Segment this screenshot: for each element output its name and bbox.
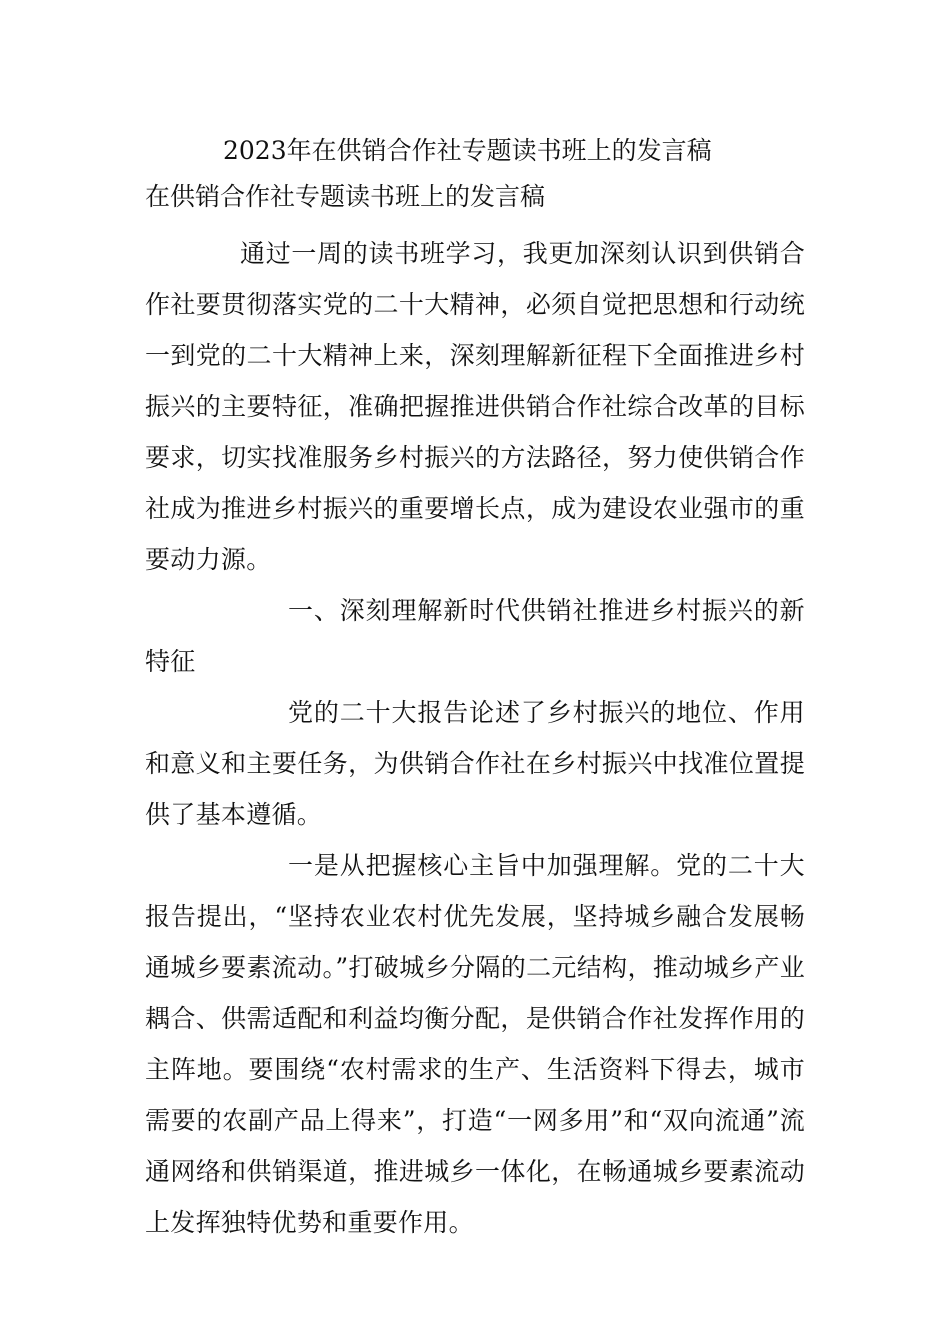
document-title: 2023年在供销合作社专题读书班上的发言稿: [223, 136, 712, 165]
document-subtitle: 在供销合作社专题读书班上的发言稿: [145, 182, 546, 211]
document-body: [145, 128, 805, 1248]
section-heading-1: 一、深刻理解新时代供销社推进乡村振兴的新特征: [145, 596, 805, 676]
paragraph-point-1: 一是从把握核心主旨中加强理解。党的二十大报告提出，“坚持农业农村优先发展，坚持城乡融合发展畅通城乡要素流动。”打破城乡分隔的二元结构，推动城乡产业耦合、供需适配和利益均衡分配，是供销合作社发挥作用的主阵地。要围绕“农村需求的生产、生活资料下得去，城市需要的农副产品上得来”，打造“一网多用”和“双向流通”流通网络和供销渠道，推进城乡一体化，在畅通城乡要素流动上发挥独特优势和重要作用。: [145, 851, 805, 1237]
paragraph-section-1-intro: 党的二十大报告论述了乡村振兴的地位、作用和意义和主要任务，为供销合作社在乡村振兴中找准位置提供了基本遵循。: [145, 698, 805, 829]
paragraph-intro: 通过一周的读书班学习，我更加深刻认识到供销合作社要贯彻落实党的二十大精神，必须自觉把思想和行动统一到党的二十大精神上来，深刻理解新征程下全面推进乡村振兴的主要特征，准确把握推进供销合作社综合改革的目标要求，切实找准服务乡村振兴的方法路径，努力使供销合作社成为推进乡村振兴的重要增长点，成为建设农业强市的重要动力源。: [145, 239, 805, 574]
